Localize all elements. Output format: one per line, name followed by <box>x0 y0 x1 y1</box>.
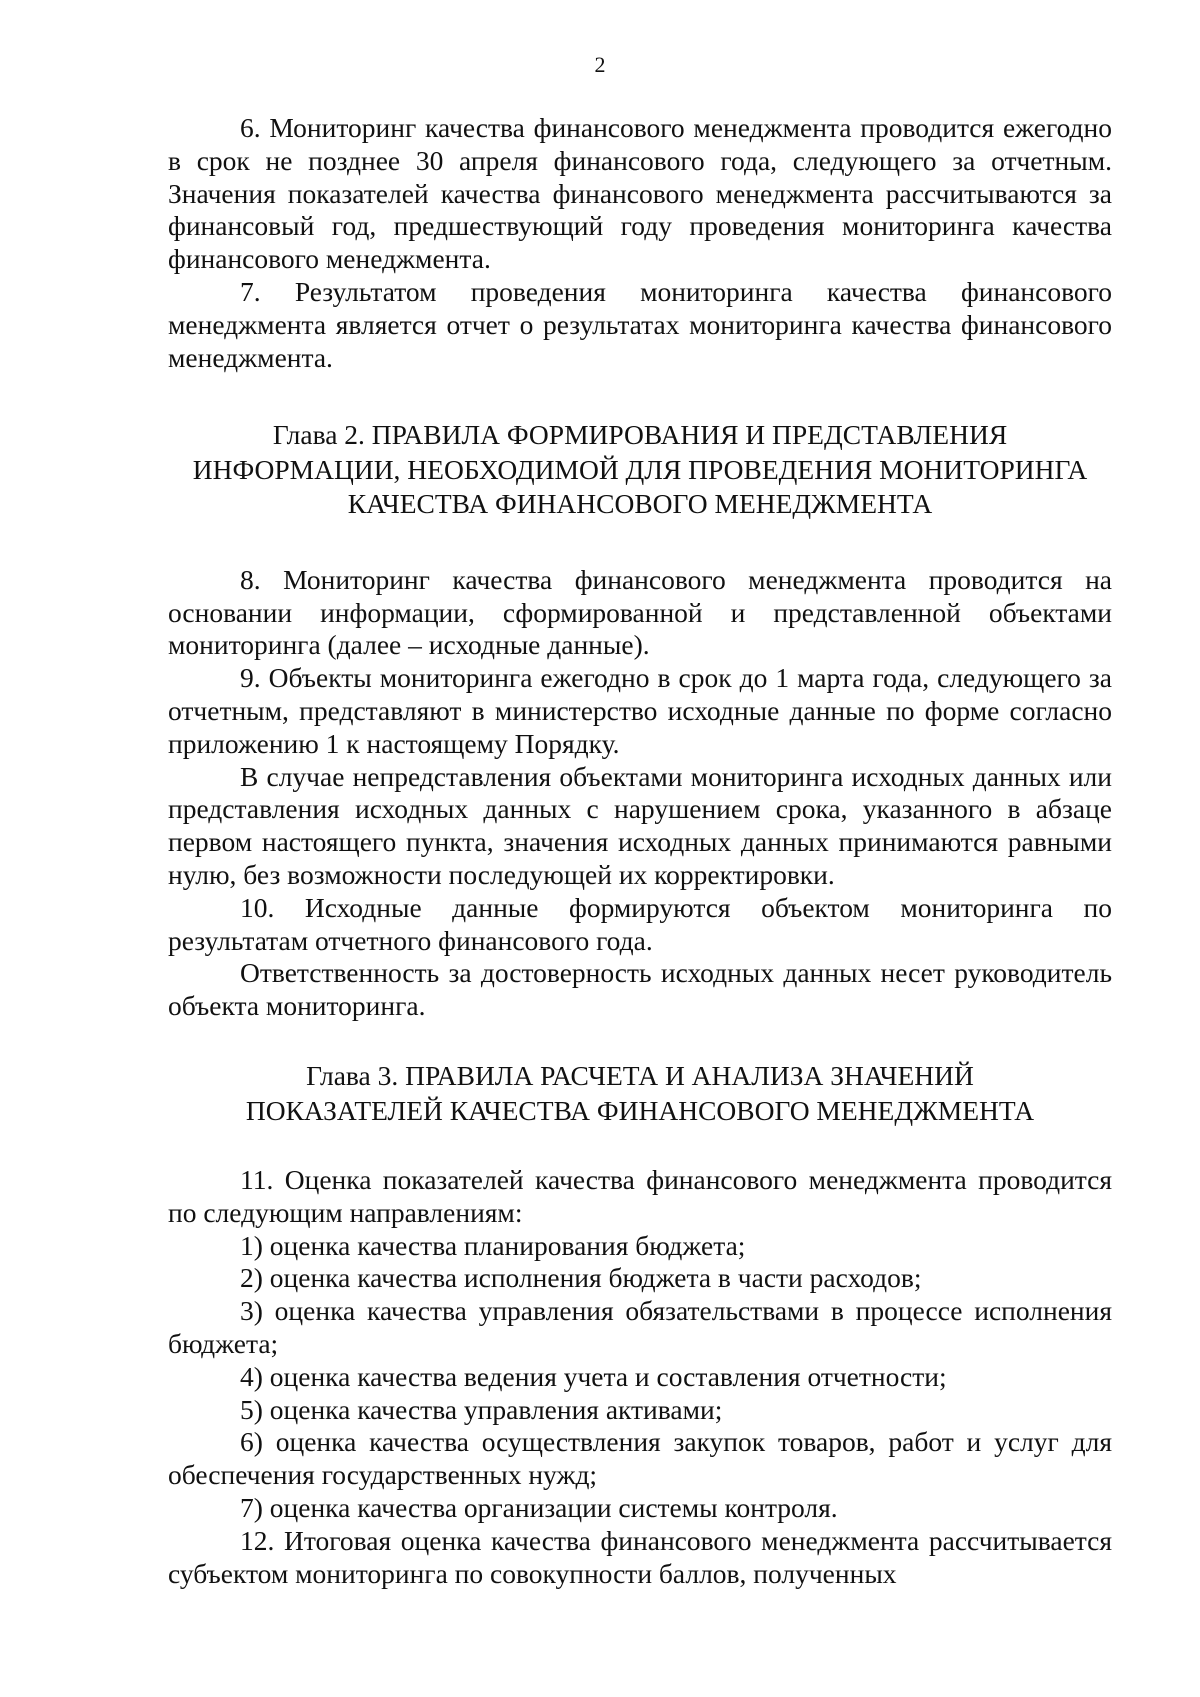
list-item: 5) оценка качества управления активами; <box>240 1393 723 1425</box>
page-number: 2 <box>594 52 606 77</box>
chapter-3-heading-line: ПОКАЗАТЕЛЕЙ КАЧЕСТВА ФИНАНСОВОГО МЕНЕДЖМЕНТА <box>245 1094 1035 1126</box>
paragraph-10: 10. Исходные данные формируются объектом мониторинга по результатам отчетного финансового года. <box>168 891 1112 956</box>
chapter-3-heading <box>168 1059 1112 1128</box>
paragraph-12: 12. Итоговая оценка качества финансового менеджмента рассчитывается субъектом мониторинга по совокупности баллов, полученных <box>168 1524 1112 1589</box>
chapter-2-heading-line: Глава 2. ПРАВИЛА ФОРМИРОВАНИЯ И ПРЕДСТАВЛЕНИЯ <box>272 419 1008 451</box>
paragraph-11: 11. Оценка показателей качества финансового менеджмента проводится по следующим направлениям: <box>168 1164 1112 1228</box>
chapter-2-heading-line: КАЧЕСТВА ФИНАНСОВОГО МЕНЕДЖМЕНТА <box>347 488 933 520</box>
chapter-2-heading-line: ИНФОРМАЦИИ, НЕОБХОДИМОЙ ДЛЯ ПРОВЕДЕНИЯ МОНИТОРИНГА <box>192 453 1088 485</box>
document-body <box>168 112 1112 1590</box>
list-item: 3) оценка качества управления обязательствами в процессе исполнения бюджета; <box>168 1295 1112 1360</box>
chapter-2-heading <box>168 418 1112 522</box>
paragraph-9: 9. Объекты мониторинга ежегодно в срок до 1 марта года, следующего за отчетным, представляют в министерство исходные данные по форме согласно приложению 1 к настоящему Порядку. <box>168 662 1112 759</box>
list-item: 2) оценка качества исполнения бюджета в части расходов; <box>240 1262 922 1294</box>
paragraph-8: 8. Мониторинг качества финансового менеджмента проводится на основании информации, сформированной и представленной объектами мониторинга (далее – исходные данные). <box>168 563 1112 661</box>
paragraph-9-second: В случае непредставления объектами мониторинга исходных данных или представления исходных данных с нарушением срока, указанного в абзаце первом настоящего пункта, значения исходных данных принимаются равными нулю, без возможности последующей их корректировки. <box>168 760 1112 891</box>
chapter-3-heading-line: Глава 3. ПРАВИЛА РАСЧЕТА И АНАЛИЗА ЗНАЧЕНИЙ <box>306 1060 974 1092</box>
paragraph-6: 6. Мониторинг качества финансового менеджмента проводится ежегодно в срок не позднее 30 апреля финансового года, следующего за отчетным. Значения показателей качества финансового менеджмента рассчитываются за финансовый год, предшествующий году проведения мониторинга качества финансового менеджмента. <box>168 112 1112 275</box>
list-item: 6) оценка качества осуществления закупок товаров, работ и услуг для обеспечения государственных нужд; <box>168 1426 1112 1491</box>
list-item: 4) оценка качества ведения учета и составления отчетности; <box>240 1360 947 1392</box>
paragraph-7: 7. Результатом проведения мониторинга качества финансового менеджмента является отчет о результатах мониторинга качества финансового менеджмента. <box>168 275 1112 373</box>
paragraph-10-second: Ответственность за достоверность исходных данных несет руководитель объекта мониторинга. <box>168 957 1112 1022</box>
list-item: 1) оценка качества планирования бюджета; <box>240 1229 746 1261</box>
list-item: 7) оценка качества организации системы контроля. <box>240 1492 838 1523</box>
